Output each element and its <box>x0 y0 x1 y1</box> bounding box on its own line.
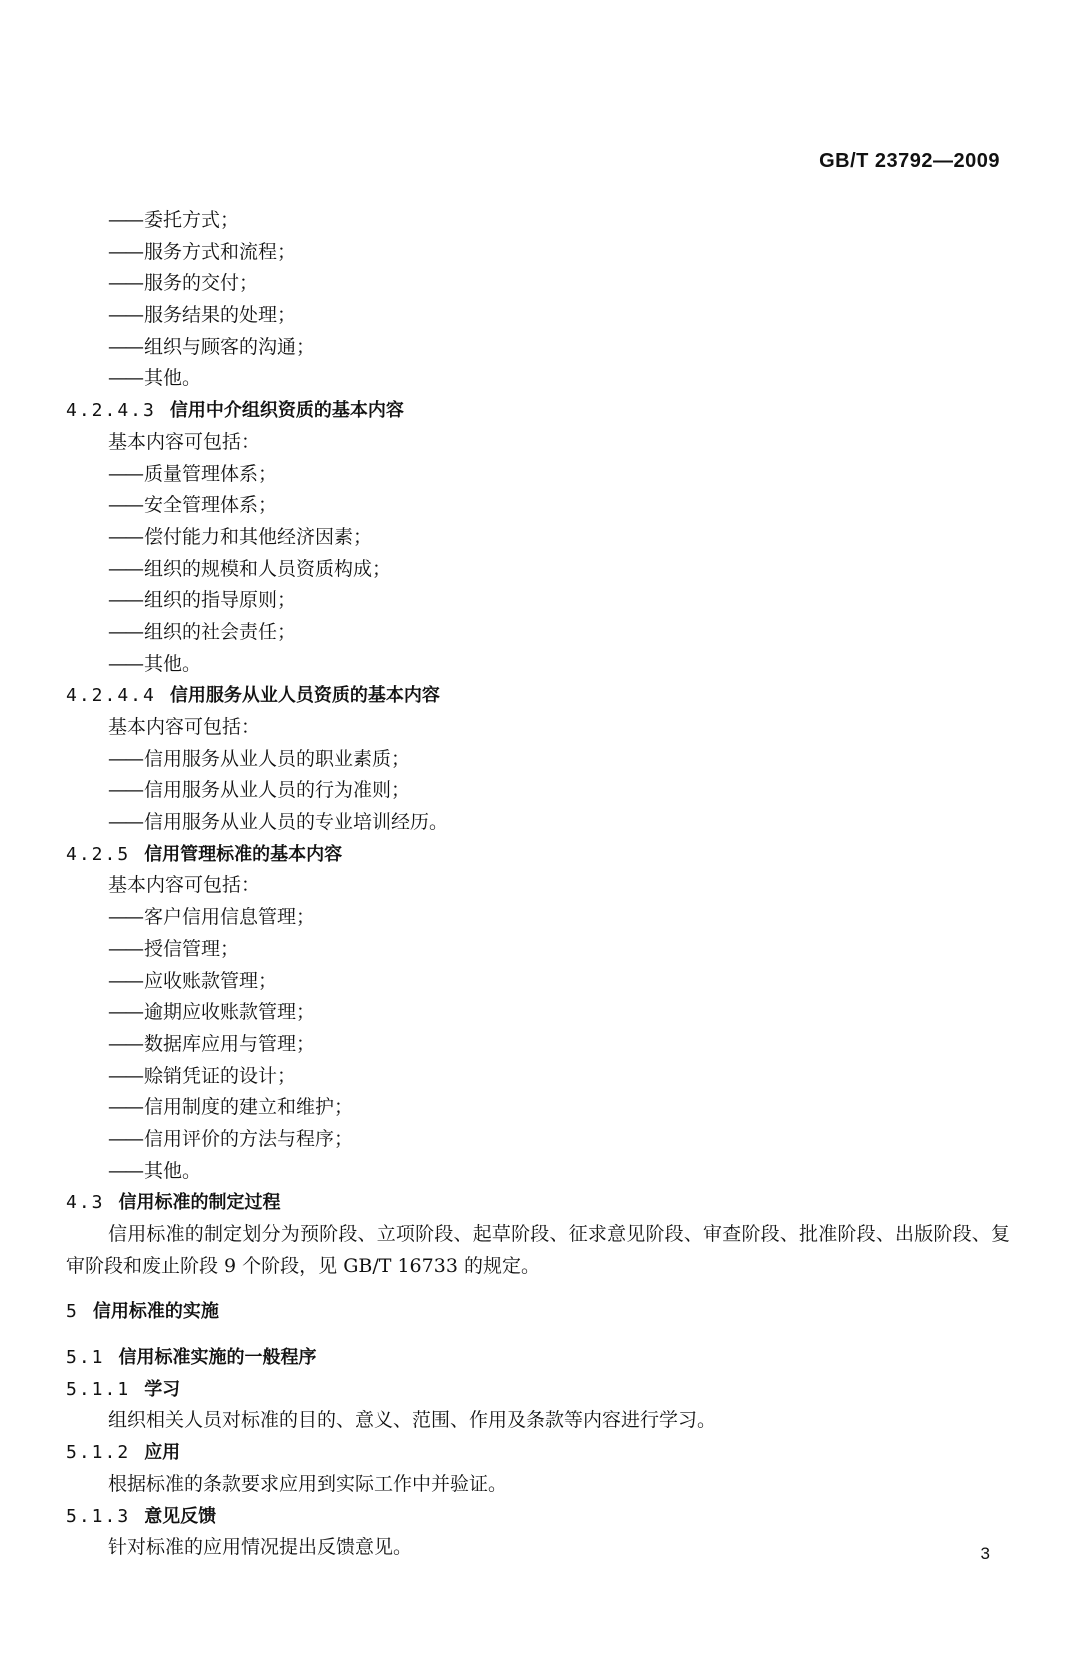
list-item: —— 信用服务从业人员的专业培训经历。 <box>108 811 449 834</box>
list-item: —— 信用服务从业人员的行为准则； <box>108 779 411 802</box>
list-item: —— 组织的社会责任； <box>108 620 297 643</box>
service-list <box>66 205 1010 395</box>
section-intro: 基本内容可包括： <box>108 430 261 453</box>
list-item: —— 服务结果的处理； <box>108 304 297 327</box>
list-item: —— 赊销凭证的设计； <box>108 1064 297 1087</box>
page-number: 3 <box>980 1544 990 1563</box>
section-heading-4-2-4-3: 4.2.4.3 信用中介组织资质的基本内容 <box>66 400 404 422</box>
list-item: —— 客户信用信息管理； <box>108 906 316 929</box>
list-item: —— 授信管理； <box>108 937 240 960</box>
list-item: —— 组织与顾客的沟通； <box>108 335 316 358</box>
list-item: —— 服务方式和流程； <box>108 240 297 263</box>
section-heading-4-2-5: 4.2.5 信用管理标准的基本内容 <box>66 843 343 865</box>
list-item: —— 逾期应收账款管理； <box>108 1001 316 1024</box>
list-item: —— 应收账款管理； <box>108 969 278 992</box>
section-paragraph: 信用标准的制定划分为预阶段、立项阶段、起草阶段、征求意见阶段、审查阶段、批准阶段、出版阶段、复审阶段和废止阶段 9 个阶段，见 GB/T 16733 的规定。 <box>66 1223 1010 1277</box>
list-item: —— 其他。 <box>108 367 202 390</box>
document-body <box>66 205 1010 1564</box>
list-item: —— 组织的指导原则； <box>108 589 297 612</box>
list-item: —— 数据库应用与管理； <box>108 1032 316 1055</box>
list-item: —— 信用评价的方法与程序； <box>108 1127 354 1150</box>
section-paragraph: 组织相关人员对标准的目的、意义、范围、作用及条款等内容进行学习。 <box>108 1409 717 1432</box>
list-item: —— 委托方式； <box>108 209 240 231</box>
section-intro: 基本内容可包括： <box>108 716 261 738</box>
list-item: —— 安全管理体系； <box>108 494 278 517</box>
list-item: —— 其他。 <box>108 652 202 675</box>
list-item: —— 组织的规模和人员资质构成； <box>108 557 392 580</box>
section-heading-5-1-3: 5.1.3 意见反馈 <box>66 1505 217 1527</box>
list-item: —— 信用服务从业人员的职业素质； <box>108 747 411 770</box>
section-intro: 基本内容可包括： <box>108 874 261 897</box>
list-item: —— 质量管理体系； <box>108 462 278 485</box>
section-heading-5-1: 5.1 信用标准实施的一般程序 <box>66 1347 317 1369</box>
section-heading-4-3: 4.3 信用标准的制定过程 <box>66 1192 281 1214</box>
section-paragraph: 根据标准的条款要求应用到实际工作中并验证。 <box>108 1472 508 1495</box>
standard-number: GB/T 23792—2009 <box>819 150 1000 172</box>
section-heading-5: 5 信用标准的实施 <box>66 1301 219 1323</box>
list-item: —— 偿付能力和其他经济因素； <box>108 525 373 548</box>
section-paragraph: 针对标准的应用情况提出反馈意见。 <box>108 1536 413 1559</box>
section-heading-4-2-4-4: 4.2.4.4 信用服务从业人员资质的基本内容 <box>66 685 440 707</box>
section-heading-5-1-2: 5.1.2 应用 <box>66 1442 181 1464</box>
list-item: —— 其他。 <box>108 1159 202 1182</box>
list-item: —— 服务的交付； <box>108 272 259 295</box>
list-item: —— 信用制度的建立和维护； <box>108 1096 354 1119</box>
section-heading-5-1-1: 5.1.1 学习 <box>66 1378 181 1400</box>
